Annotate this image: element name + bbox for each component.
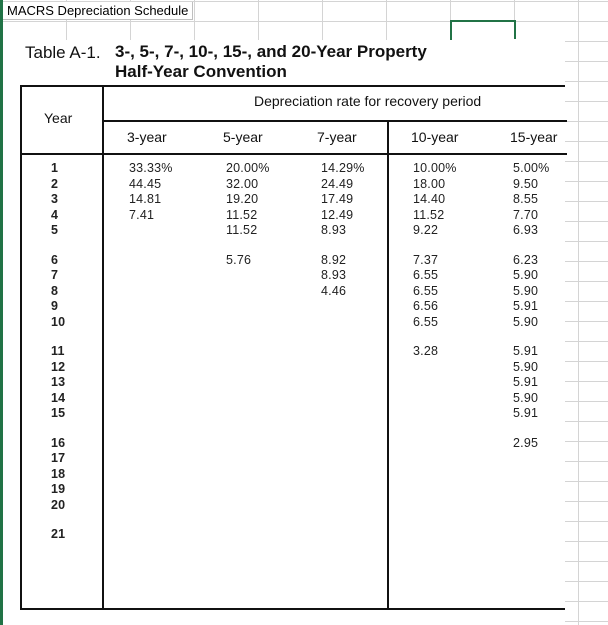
group-header-rule <box>102 120 567 122</box>
table-cell: 10 <box>51 314 66 329</box>
table-cell: 19.20 <box>226 192 259 206</box>
header-bottom-rule <box>20 153 567 155</box>
rates-3-year <box>129 161 173 237</box>
table-cell: 6.55 <box>413 314 439 329</box>
table-cell: 6.23 <box>513 252 539 267</box>
table-cell: 13 <box>51 375 66 389</box>
table-cell: 11 <box>51 344 65 358</box>
table-cell: 5.90 <box>513 283 539 298</box>
value-group <box>51 161 65 239</box>
table-cell: 12 <box>51 359 66 374</box>
table-cell: 17.49 <box>321 192 354 206</box>
value-group <box>513 344 549 422</box>
rates-10-year <box>413 161 457 374</box>
table-cell: 18.00 <box>413 176 446 191</box>
value-group <box>51 253 65 331</box>
table-cell: 4.46 <box>321 283 347 298</box>
col-header-7-year: 7-year <box>317 129 357 145</box>
table-cell: 5.90 <box>513 268 539 282</box>
table-frame <box>20 85 565 610</box>
table-title-line1: 3-, 5-, 7-, 10-, 15-, and 20-Year Property <box>115 42 427 61</box>
table-cell: 5.90 <box>513 314 539 329</box>
table-cell: 4 <box>51 207 59 222</box>
value-group <box>413 253 457 331</box>
table-cell: 7 <box>51 268 59 282</box>
table-cell: 14.81 <box>129 192 162 206</box>
rates-7-year <box>321 161 365 313</box>
table-cell: 6.55 <box>413 268 439 282</box>
macrs-table-image[interactable] <box>3 40 565 625</box>
table-cell: 8.92 <box>321 252 347 267</box>
rates-15-year <box>513 161 549 465</box>
column-divider-7-10 <box>387 122 389 610</box>
table-cell: 33.33% <box>129 161 173 175</box>
table-cell: 9 <box>51 299 59 313</box>
year-header: Year <box>44 110 73 126</box>
table-cell: 16 <box>51 435 66 450</box>
col-header-3-year: 3-year <box>127 129 167 145</box>
table-cell: 2.95 <box>513 435 539 450</box>
table-cell: 14 <box>51 390 66 405</box>
table-cell: 6.56 <box>413 299 439 313</box>
table-cell: 5.91 <box>513 375 539 389</box>
table-cell: 8 <box>51 283 59 298</box>
table-cell: 11.52 <box>226 207 258 222</box>
table-cell: 14.29% <box>321 161 365 175</box>
value-group <box>513 253 549 331</box>
table-cell: 14.40 <box>413 192 446 206</box>
value-group <box>51 344 65 422</box>
table-cell: 5.00% <box>513 161 550 175</box>
table-cell: 32.00 <box>226 176 259 191</box>
table-cell: 5.91 <box>513 299 539 313</box>
table-cell: 3.28 <box>413 344 439 358</box>
table-cell: 5.76 <box>226 252 252 267</box>
table-cell: 24.49 <box>321 176 354 191</box>
value-group <box>51 527 65 543</box>
year-column-divider <box>102 85 104 610</box>
table-cell: 19 <box>51 482 66 496</box>
rates-5-year <box>226 161 270 282</box>
col-header-5-year: 5-year <box>223 129 263 145</box>
table-cell: 7.41 <box>129 207 155 222</box>
year-column <box>51 161 65 557</box>
table-cell: 1 <box>51 161 59 175</box>
table-cell: 6.93 <box>513 223 539 237</box>
value-group <box>321 161 365 239</box>
table-cell: 7.70 <box>513 207 539 222</box>
table-cell: 5 <box>51 223 59 237</box>
table-cell: 9.22 <box>413 223 439 237</box>
table-cell: 11.52 <box>413 207 445 222</box>
value-group <box>226 253 270 269</box>
table-cell: 6 <box>51 252 59 267</box>
value-group <box>413 344 457 360</box>
table-cell: 17 <box>51 451 66 465</box>
table-cell: 44.45 <box>129 176 162 191</box>
value-group <box>413 161 457 239</box>
table-cell: 5.90 <box>513 359 539 374</box>
table-cell: 21 <box>51 527 66 541</box>
table-cell: 5.91 <box>513 406 539 420</box>
table-cell: 7.37 <box>413 252 439 267</box>
table-cell: 12.49 <box>321 207 354 222</box>
table-cell: 2 <box>51 176 59 191</box>
value-group <box>513 436 549 452</box>
table-title <box>115 42 427 82</box>
group-header: Depreciation rate for recovery period <box>254 93 482 109</box>
col-header-10-year: 10-year <box>411 129 459 145</box>
table-cell: 20.00% <box>226 161 270 175</box>
active-cell-selection[interactable] <box>450 20 516 42</box>
table-cell: 20 <box>51 497 66 512</box>
table-cell: 8.93 <box>321 268 347 282</box>
table-cell: 8.93 <box>321 223 347 237</box>
table-label: Table A-1. <box>25 43 101 62</box>
value-group <box>513 161 549 239</box>
table-cell: 15 <box>51 406 66 420</box>
col-header-15-year: 15-year <box>510 129 558 145</box>
table-cell: 10.00% <box>413 161 457 175</box>
table-cell: 11.52 <box>226 223 258 237</box>
table-cell: 8.55 <box>513 192 539 206</box>
value-group <box>51 436 65 514</box>
table-cell: 5.90 <box>513 390 539 405</box>
table-cell: 18 <box>51 466 66 481</box>
table-title-line2: Half-Year Convention <box>115 62 287 81</box>
value-group <box>129 161 173 223</box>
table-cell: 5.91 <box>513 344 539 358</box>
title-cell[interactable]: MACRS Depreciation Schedule <box>3 2 193 20</box>
table-cell: 9.50 <box>513 176 539 191</box>
value-group <box>321 253 365 300</box>
table-cell: 6.55 <box>413 283 439 298</box>
value-group <box>226 161 270 239</box>
table-cell: 3 <box>51 192 59 206</box>
